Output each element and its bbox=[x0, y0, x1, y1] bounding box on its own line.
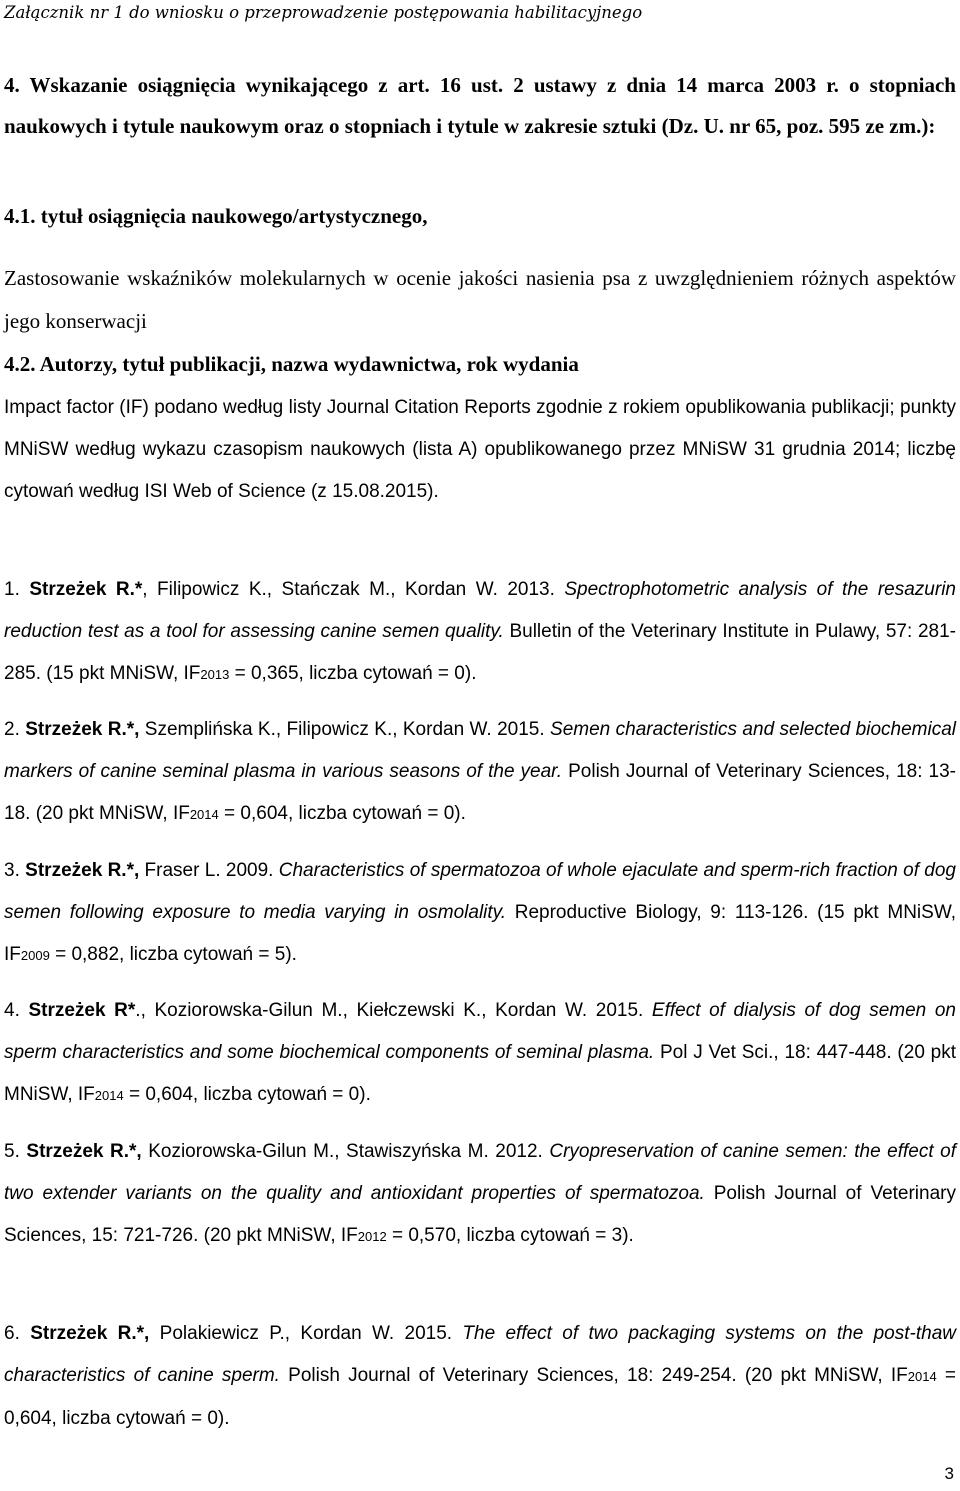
publication-title: Spectrophotometric analysis of the resazurin reduction test as a tool for assessing canine semen quality. bbox=[4, 579, 956, 642]
publication-metrics: = 0,365, liczba cytowań = 0). bbox=[229, 663, 477, 684]
publication-item bbox=[4, 850, 956, 977]
publication-journal: Polish Journal of Veterinary Sciences, 18: 249-254. (20 pkt MNiSW, IF bbox=[279, 1365, 908, 1386]
publication-title: Semen characteristics and selected biochemical markers of canine seminal plasma in various seasons of the year. bbox=[4, 719, 957, 782]
publication-title: The effect of two packaging systems on the post-thaw characteristics of canine sperm. bbox=[4, 1323, 956, 1386]
publication-title: Effect of dialysis of dog semen on sperm characteristics and some biochemical components of seminal plasma. bbox=[4, 1000, 956, 1063]
impact-factor-note: Impact factor (IF) podano według listy Journal Citation Reports zgodnie z rokiem opublikowania publikacji; punkty MNiSW według wykazu czasopism naukowych (lista A) opublikowanego przez MNiSW 31 grudnia 2014; liczbę cytowań według ISI Web of Science (z 15.08.2015). bbox=[4, 397, 956, 502]
if-year: 2009 bbox=[20, 948, 50, 963]
main-author: Strzeżek R.*, bbox=[26, 1141, 142, 1162]
main-author: Strzeżek R.*, bbox=[25, 719, 140, 740]
publication-item bbox=[4, 709, 956, 836]
publication-journal: Polish Journal of Veterinary Sciences, 18: 13-18. (20 pkt MNiSW, IF bbox=[4, 761, 956, 824]
if-year: 2014 bbox=[189, 807, 219, 822]
publication-item bbox=[4, 1131, 956, 1258]
publication-number: 4. bbox=[4, 1000, 20, 1021]
publication-item bbox=[4, 990, 956, 1117]
main-author: Strzeżek R.* bbox=[29, 579, 143, 600]
publication-item bbox=[4, 1313, 956, 1440]
publication-journal: Reproductive Biology, 9: 113-126. (15 pkt MNiSW, IF bbox=[4, 902, 956, 965]
publication-metrics: = 0,604, liczba cytowań = 0). bbox=[218, 803, 466, 824]
coauthors: Fraser L. 2009. bbox=[139, 860, 279, 881]
subsection-heading-4-2: 4.2. Autorzy, tytuł publikacji, nazwa wydawnictwa, rok wydania bbox=[4, 352, 579, 376]
achievement-title: Zastosowanie wskaźników molekularnych w ocenie jakości nasienia psa z uwzględnieniem różnych aspektów jego konserwacji bbox=[4, 266, 956, 333]
if-year: 2012 bbox=[357, 1229, 387, 1244]
main-author: Strzeżek R.*, bbox=[25, 860, 140, 881]
publication-metrics: = 0,882, liczba cytowań = 5). bbox=[49, 944, 297, 965]
main-author: Strzeżek R.*, bbox=[30, 1323, 150, 1344]
publication-metrics: = 0,604, liczba cytowań = 0). bbox=[123, 1084, 371, 1105]
coauthors: , Filipowicz K., Stańczak M., Kordan W. 2013. bbox=[142, 579, 565, 600]
header-note: Załącznik nr 1 do wniosku o przeprowadzenie postępowania habilitacyjnego bbox=[4, 3, 643, 22]
publication-number: 6. bbox=[4, 1323, 20, 1344]
if-year: 2013 bbox=[200, 667, 230, 682]
coauthors: Koziorowska-Gilun M., Stawiszyńska M. 2012. bbox=[141, 1141, 550, 1162]
main-author: Strzeżek R* bbox=[28, 1000, 136, 1021]
publication-title: Characteristics of spermatozoa of whole ejaculate and sperm-rich fraction of dog semen following exposure to media varying in osmolality. bbox=[4, 860, 956, 923]
if-year: 2014 bbox=[94, 1088, 124, 1103]
coauthors: Szemplińska K., Filipowicz K., Kordan W. 2015. bbox=[139, 719, 551, 740]
publication-item bbox=[4, 569, 956, 696]
publication-number: 2. bbox=[4, 719, 20, 740]
coauthors: Polakiewicz P., Kordan W. 2015. bbox=[149, 1323, 463, 1344]
publication-number: 3. bbox=[4, 860, 20, 881]
subsection-heading-4-1: 4.1. tytuł osiągnięcia naukowego/artystycznego, bbox=[4, 204, 428, 228]
publication-number: 5. bbox=[4, 1141, 20, 1162]
publication-journal: Bulletin of the Veterinary Institute in Pulawy, 57: 281-285. (15 pkt MNiSW, IF bbox=[4, 621, 956, 684]
publication-metrics: = 0,570, liczba cytowań = 3). bbox=[386, 1225, 634, 1246]
if-year: 2014 bbox=[907, 1369, 937, 1384]
publication-journal: Pol J Vet Sci., 18: 447-448. (20 pkt MNiSW, IF bbox=[4, 1042, 956, 1105]
publication-journal: Polish Journal of Veterinary Sciences, 15: 721-726. (20 pkt MNiSW, IF bbox=[4, 1183, 956, 1246]
publication-metrics: = 0,604, liczba cytowań = 0). bbox=[4, 1365, 957, 1429]
publication-number: 1. bbox=[4, 579, 20, 600]
page-number: 3 bbox=[944, 1464, 954, 1483]
section-heading: 4. Wskazanie osiągnięcia wynikającego z art. 16 ust. 2 ustawy z dnia 14 marca 2003 r. o stopniach naukowych i tytule naukowym oraz o stopniach i tytule w zakresie sztuki (Dz. U. nr 65, poz. 595 ze zm.): bbox=[4, 73, 956, 138]
publication-title: Cryopreservation of canine semen: the effect of two extender variants on the quality and antioxidant properties of spermatozoa. bbox=[4, 1141, 957, 1204]
coauthors: ., Koziorowska-Gilun M., Kiełczewski K., Kordan W. 2015. bbox=[135, 1000, 652, 1021]
